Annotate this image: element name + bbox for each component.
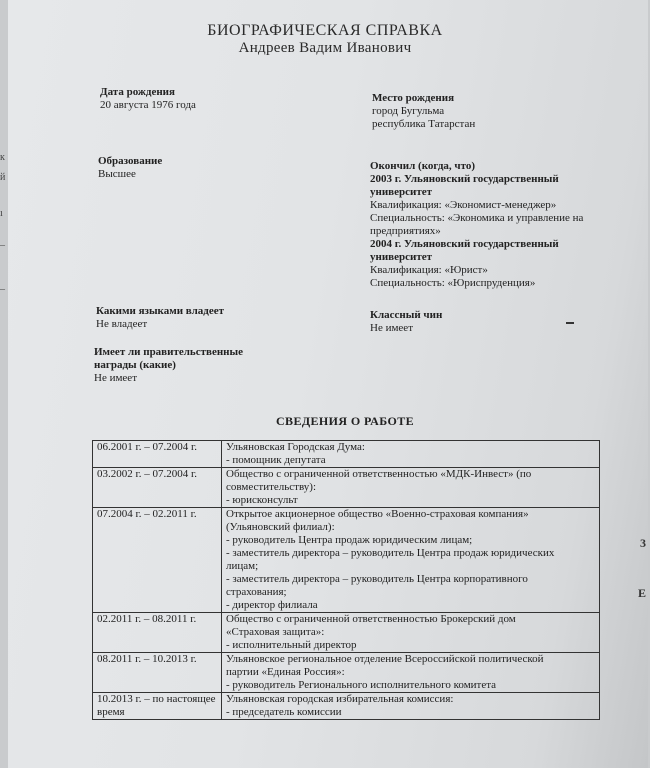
graduated-line: университет <box>370 251 433 263</box>
side-fragment: 3 <box>640 536 646 550</box>
work-line: Открытое акционерное общество «Военно-страховая компания» <box>226 508 529 520</box>
work-line: Общество с ограниченной ответственностью «МДК-Инвест» (по <box>226 468 532 480</box>
birth-date-label: Дата рождения <box>100 86 175 98</box>
awards-label: Имеет ли правительственные <box>94 346 243 358</box>
work-line: «Страховая защита»: <box>226 626 325 638</box>
class-rank-label: Классный чин <box>370 309 443 321</box>
work-period: 08.2011 г. – 10.2013 г. <box>93 653 222 693</box>
graduated-line: предприятиях» <box>370 225 441 237</box>
graduated-line: Квалификация: «Экономист-менеджер» <box>370 199 557 211</box>
birth-place-republic: республика Татарстан <box>372 118 476 130</box>
graduated-line: Квалификация: «Юрист» <box>370 264 488 276</box>
birth-date-value: 20 августа 1976 года <box>100 99 196 111</box>
graduated-line: Специальность: «Юриспруденция» <box>370 277 536 289</box>
work-period: 06.2001 г. – 07.2004 г. <box>93 441 222 468</box>
edge-fragment: й <box>0 172 6 183</box>
awards-value: Не имеет <box>94 372 137 384</box>
person-name: Андреев Вадим Иванович <box>238 40 412 56</box>
birth-place-block <box>372 92 475 131</box>
table-row <box>93 613 600 653</box>
work-description <box>222 441 600 468</box>
education-block <box>98 155 162 181</box>
work-period: 02.2011 г. – 08.2011 г. <box>93 613 222 653</box>
work-line: - председатель комиссии <box>226 706 342 718</box>
work-line: - заместитель директора – руководитель Центра корпоративного <box>226 573 528 585</box>
birth-date-block <box>100 86 196 112</box>
edge-fragment: ı <box>0 208 3 219</box>
table-row <box>93 653 600 693</box>
work-period: 10.2013 г. – по настоящее время <box>93 693 222 720</box>
birth-place-label: Место рождения <box>372 92 455 104</box>
work-line: страхования; <box>226 586 287 598</box>
work-line: - заместитель директора – руководитель Центра продаж юридических <box>226 547 555 559</box>
work-line: - руководитель Регионального исполнительного комитета <box>226 679 497 691</box>
graduated-line: 2003 г. Ульяновский государственный <box>370 173 559 185</box>
work-line: - помощник депутата <box>226 454 326 466</box>
work-description <box>222 613 600 653</box>
languages-label: Какими языками владеет <box>96 305 224 317</box>
edge-fragment: – <box>0 240 5 251</box>
work-section-title: СВЕДЕНИЯ О РАБОТЕ <box>275 414 415 428</box>
languages-block <box>96 305 224 331</box>
work-description <box>222 508 600 613</box>
table-row <box>93 693 600 720</box>
work-line: (Ульяновский филиал): <box>226 521 335 533</box>
work-line: - исполнительный директор <box>226 639 357 651</box>
table-row <box>93 508 600 613</box>
work-description <box>222 693 600 720</box>
work-history-table <box>92 440 600 720</box>
work-line: лицам; <box>226 560 259 572</box>
pen-mark <box>566 322 574 324</box>
graduated-line: 2004 г. Ульяновский государственный <box>370 238 559 250</box>
work-line: совместительству): <box>226 481 317 493</box>
awards-block <box>94 346 243 385</box>
graduated-line: Специальность: «Экономика и управление на <box>370 212 584 224</box>
work-line: - юрисконсульт <box>226 494 298 506</box>
work-line: Общество с ограниченной ответственностью Брокерский дом <box>226 613 516 625</box>
work-description <box>222 468 600 508</box>
graduated-label: Окончил (когда, что) <box>370 160 476 172</box>
graduated-line: университет <box>370 186 433 198</box>
edge-fragment: – <box>0 284 5 295</box>
table-row <box>93 468 600 508</box>
table-row <box>93 441 600 468</box>
work-line: Ульяновская городская избирательная комиссия: <box>226 693 454 705</box>
document-title: БИОГРАФИЧЕСКАЯ СПРАВКА <box>207 22 443 39</box>
graduated-block <box>370 160 583 290</box>
work-line: - директор филиала <box>226 599 318 611</box>
work-period: 03.2002 г. – 07.2004 г. <box>93 468 222 508</box>
languages-value: Не владеет <box>96 318 148 330</box>
class-rank-block <box>370 309 442 335</box>
work-line: - руководитель Центра продаж юридическим лицам; <box>226 534 473 546</box>
birth-place-city: город Бугульма <box>372 105 445 117</box>
work-period: 07.2004 г. – 02.2011 г. <box>93 508 222 613</box>
work-line: Ульяновское региональное отделение Всероссийской политической <box>226 653 544 665</box>
work-description <box>222 653 600 693</box>
class-rank-value: Не имеет <box>370 322 413 334</box>
edge-fragment: к <box>0 152 5 163</box>
awards-label: награды (какие) <box>94 359 176 371</box>
education-value: Высшее <box>98 168 136 180</box>
work-line: Ульяновская Городская Дума: <box>226 441 365 453</box>
education-label: Образование <box>98 155 163 167</box>
work-line: партии «Единая Россия»: <box>226 666 345 678</box>
side-fragment: E <box>637 586 646 600</box>
